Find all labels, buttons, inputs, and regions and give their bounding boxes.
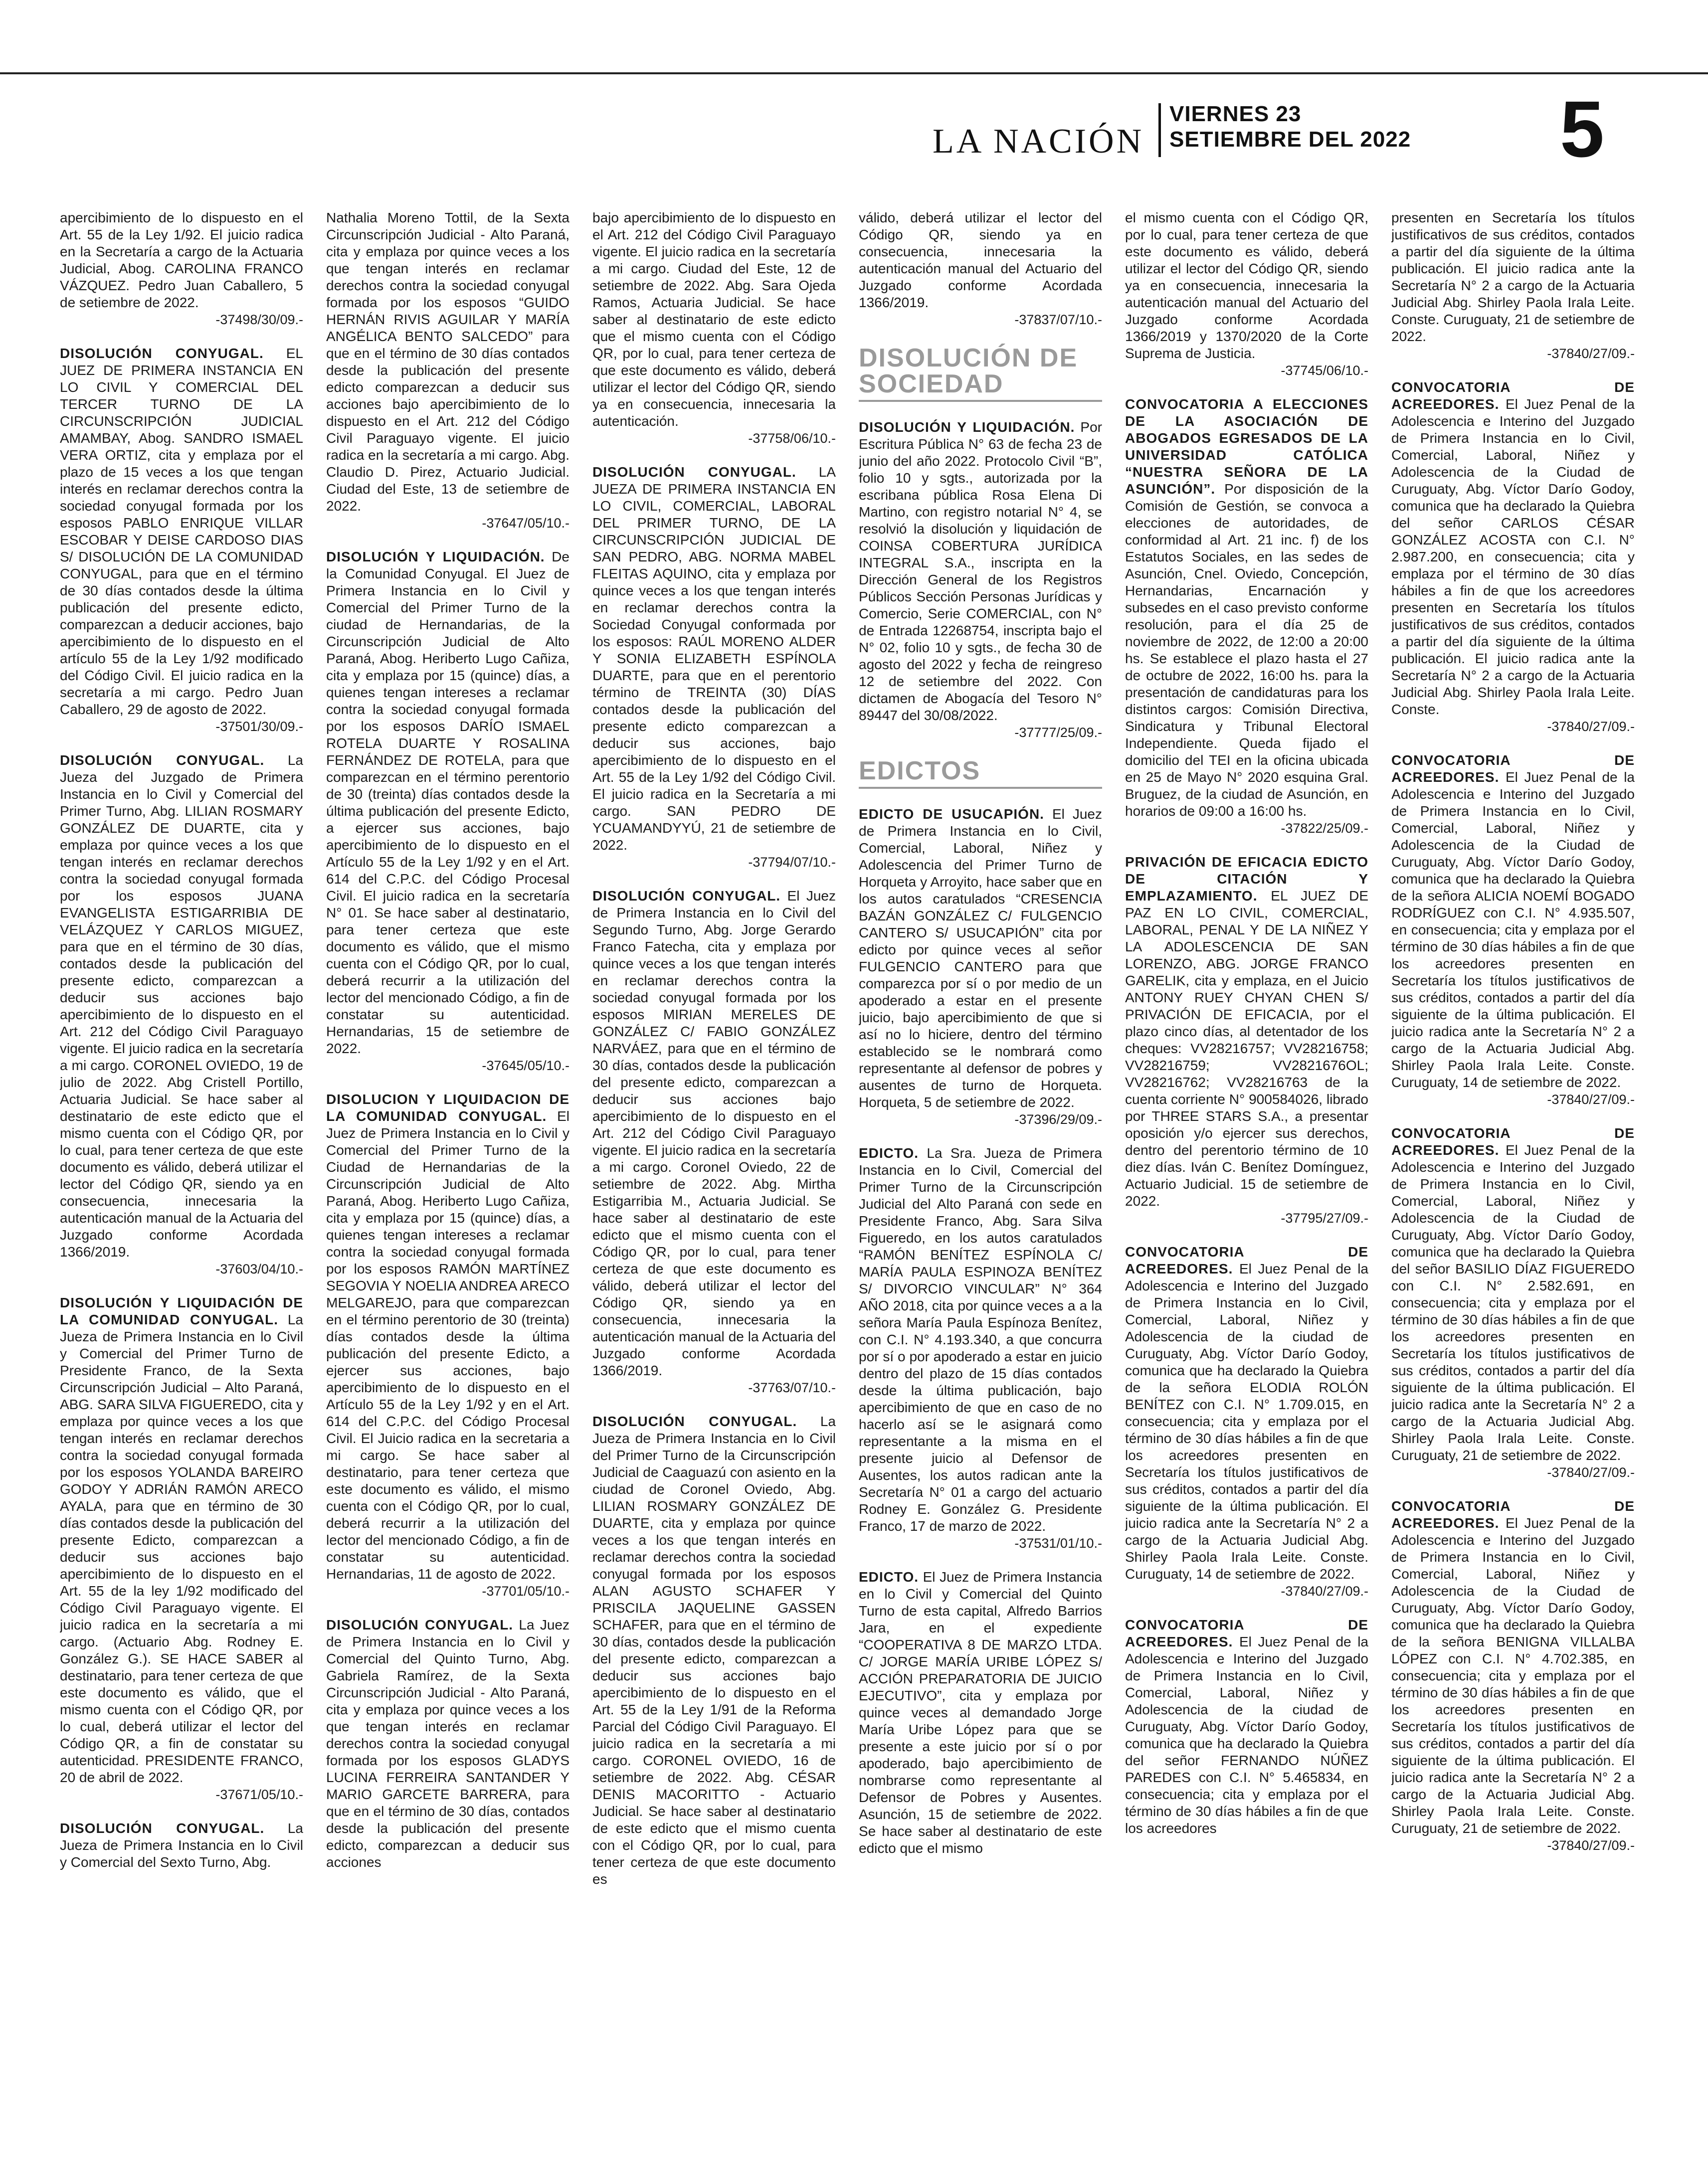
legal-notice (592, 209, 836, 447)
notice-heading: CONVOCATORIA DE ACREEDORES. (1391, 752, 1635, 785)
column-5 (1125, 209, 1368, 2154)
notice-reference: -37840/27/09.- (1547, 1838, 1635, 1853)
notice-heading: DISOLUCIÓN CONYUGAL. (60, 346, 264, 361)
legal-notice (1391, 1125, 1635, 1481)
column-1 (60, 209, 303, 2154)
notice-reference: -37777/25/09.- (1014, 725, 1102, 740)
notice-reference: -37840/27/09.- (1281, 1584, 1368, 1599)
notice-body: El Juez de Primera Instancia en lo Civil y Comercial del Primer Turno de la Ciudad de Hernandarias de la Circunscripción Judicial de Alto Paraná, Abog. Heriberto Lugo Cañiza, cita y emplaza por 15 (quince) días, a quienes tengan intereses a reclamar contra la sociedad conyugal formada por los esposos RAMÓN MARTÍNEZ SEGOVIA Y NOELIA ANDREA ARECO MELGAREJO, para que comparezcan en el término perentorio de 30 (treinta) días contados desde la última publicación del presente Edicto, a ejercer sus acciones, bajo apercibimiento de lo dispuesto en el Artículo 55 de la Ley 1/92 y en el Art. 614 del C.P.C. del Código Procesal Civil. El Juicio radica en la secretaria a mi cargo. Se hace saber al destinatario, para tener certeza que este documento es válido, el mismo cuenta con el Código QR, por lo cual, deberá recurrir a la utilización del lector del mencionado Código, a fin de constatar su autenticidad. Hernandarias, 11 de agosto de 2022. (326, 1108, 569, 1582)
notice-heading: CONVOCATORIA DE ACREEDORES. (1125, 1617, 1368, 1649)
legal-notice (592, 464, 836, 871)
notice-heading: CONVOCATORIA A ELECCIONES DE LA ASOCIACIÓN DE ABOGADOS EGRESADOS DE LA UNIVERSIDAD CATÓLICA “NUESTRA SEÑORA DE LA ASUNCIÓN”. (1125, 396, 1368, 497)
legal-notice (859, 419, 1102, 741)
notice-heading: EDICTO. (859, 1145, 919, 1161)
notice-body: Nathalia Moreno Tottil, de la Sexta Circunscripción Judicial - Alto Paraná, cita y emplaza por quince veces a los que tengan interés en reclamar derechos contra la sociedad conyugal formada por los esposos “GUIDO HERNÁN RIVIS AGUILAR Y MARÍA ANGÉLICA BENTO SALCEDO” para que en el término de 30 días contados desde la publicación del presente edicto comparezcan a deducir sus acciones bajo apercibimiento de lo dispuesto en el Art. 212 del Código Civil Paraguayo vigente. El juicio radica en la secretaría a mi cargo. Abg. Claudio D. Pirez, Actuario Judicial. Ciudad del Este, 13 de setiembre de 2022. (326, 210, 569, 514)
notice-heading: DISOLUCIÓN Y LIQUIDACIÓN DE LA COMUNIDAD CONYUGAL. (60, 1295, 303, 1327)
legal-notice (1391, 1498, 1635, 1854)
notice-body: La Jueza de Primera Instancia en lo Civil y Comercial del Primer Turno de Presidente Franco, de la Sexta Circunscripción Judicial – Alto Paraná, ABG. SARA SILVA FIGUEREDO, cita y emplaza por quince veces a los que tengan interés en reclamar derechos contra la sociedad conyugal formada por los esposos YOLANDA BAREIRO GODOY Y ADRIÁN RAMÓN ARECO AYALA, para que en término de 30 días contados desde la publicación del presente Edicto, comparezcan a deducir sus acciones bajo apercibimiento de lo dispuesto en el Art. 55 de la ley 1/92 modificado del Código Civil Paraguayo vigente. El juicio radica en la secretaría a mi cargo. (Actuario Abg. Rodney E. González G.). SE HACE SABER al destinatario, para tener certeza de que este documento es válido, que el mismo cuenta con el Código QR, por lo cual, deberá utilizar el lector del Código QR, a fin de constatar su autenticidad. PRESIDENTE FRANCO, 20 de abril de 2022. (60, 1312, 303, 1785)
notice-reference: -37840/27/09.- (1547, 1465, 1635, 1480)
notice-body: El Juez Penal de la Adolescencia e Interino del Juzgado de Primera Instancia en lo Civil, Comercial, Laboral, Niñez y Adolescencia de la Ciudad de Curuguaty, Abg. Víctor Darío Godoy, comunica que ha declarado la Quiebra del señor CARLOS CÉSAR GONZÁLEZ ACOSTA con C.I. N° 2.987.200, en consecuencia; cita y emplaza por el término de 30 días hábiles a fin de que los acreedores presenten en Secretaría los títulos justificativos de sus créditos, contados a partir del día siguiente de la última publicación. El juicio radica ante la Secretaría N° 2 a cargo de la Actuaria Judicial Abg. Shirley Paola Irala Leite. Conste. (1391, 396, 1635, 717)
notice-reference: -37501/30/09.- (215, 719, 303, 734)
notice-body: La Juez de Primera Instancia en lo Civil y Comercial del Quinto Turno, Abg. Gabriela Ramírez, de la Sexta Circunscripción Judicial - Alto Paraná, cita y emplaza por quince veces a los que tengan interés en reclamar derechos contra la sociedad conyugal formada por los esposos GLADYS LUCINA FERREIRA SANTANDER Y MARIO GARCETE BARRERA, para que en el término de 30 días, contados desde la publicación del presente edicto, comparezcan a deducir sus acciones (326, 1617, 569, 1870)
notice-reference: -37645/05/10.- (482, 1058, 569, 1073)
legal-notice (1125, 1244, 1368, 1600)
legal-notice (1125, 209, 1368, 379)
notice-body: La Jueza de Primera Instancia en lo Civil del Primer Turno de la Circunscripción Judicial de Caaguazú con asiento en la ciudad de Coronel Oviedo, Abg. LILIAN ROSMARY GONZÁLEZ DE DUARTE, cita y emplaza por quince veces a los que tengan interés en reclamar derechos contra la sociedad conyugal formada por los esposos ALAN AGUSTO SCHAFER Y PRISCILA JAQUELINE GASSEN SCHAFER, para que en el término de 30 días, contados desde la publicación del presente edicto, comparezcan a deducir sus acciones bajo apercibimiento de lo dispuesto en el Art. 55 de la Ley 1/91 de la Reforma Parcial del Código Civil Paraguayo. El juicio radica en la secretaría a mi cargo. CORONEL OVIEDO, 16 de setiembre de 2022. Abg. CÉSAR DENIS MACORITTO - Actuario Judicial. Se hace saber al destinatario de este edicto que el mismo cuenta con el Código QR, por lo cual, para tener certeza de que este documento es (592, 1414, 836, 1887)
notice-body: Por Escritura Pública N° 63 de fecha 23 de junio del año 2022. Protocolo Civil “B”, folio 10 y sgts., autorizada por la escribana pública Rosa Elena Di Martino, con registro notarial N° 4, se resolvió la disolución y liquidación de COINSA COBERTURA JURÍDICA INTEGRAL S.A., inscripta en la Dirección General de los Registros Públicos Sección Personas Jurídicas y Comercio, Serie COMERCIAL, con N° de Entrada 12268754, inscripta bajo el N° 02, folio 10 y sgts., de fecha 30 de agosto del 2022 y fecha de reingreso 12 de setiembre del 2022. Con dictamen de Abogacía del Tesoro N° 89447 del 30/08/2022. (859, 419, 1102, 723)
notice-body: El Juez Penal de la Adolescencia e Interino del Juzgado de Primera Instancia en lo Civil, Comercial, Laboral, Niñez y Adolescencia de la Ciudad de Curuguaty, Abg. Víctor Darío Godoy, comunica que ha declarado la Quiebra de la señora ALICIA NOEMÍ BOGADO RODRÍGUEZ con C.I. N° 4.935.507, en consecuencia; cita y emplaza por el término de 30 días hábiles a fin de que los acreedores presenten en Secretaría los títulos justificativos de sus créditos, contados a partir del día siguiente de la última publicación. El juicio radica ante la Secretaría N° 2 a cargo de la Actuaria Judicial Abg. Shirley Paola Irala Leite. Conste. Curuguaty, 14 de setiembre de 2022. (1391, 769, 1635, 1090)
notice-body: EL JUEZ DE PAZ EN LO CIVIL, COMERCIAL, LABORAL, PENAL Y DE LA NIÑEZ Y LA ADOLESCENCIA DE SAN LORENZO, ABG. JORGE FRANCO GARELIK, cita y emplaza, en el Juicio ANTONY RUEY CHYAN CHEN S/ PRIVACIÓN DE EFICACIA, por el plazo cinco días, al detentador de los cheques: VV28216757; VV28216758; VV28216759; VV2821676OL; VV28216762; VV28216763 de la cuenta corriente N° 900584026, librado por THREE STARS S.A., a presentar oposición y/o ejercer sus derechos, dentro del perentorio término de 10 diez días. Iván C. Benítez Domínguez, Actuario Judicial. 15 de setiembre de 2022. (1125, 888, 1368, 1209)
notice-reference: -37763/07/10.- (748, 1380, 836, 1395)
notice-reference: -37837/07/10.- (1014, 312, 1102, 327)
notice-body: El Juez Penal de la Adolescencia e Interino del Juzgado de Primera Instancia en lo Civil, Comercial, Laboral, Niñez y Adolescencia de la ciudad de Curuguaty, Abg. Víctor Darío Godoy, comunica que ha declarado la Quiebra del señor FERNANDO NÚÑEZ PAREDES con C.I. N° 5.465834, en consecuencia; cita y emplaza por el término de 30 días hábiles a fin de que los acreedores (1125, 1634, 1368, 1836)
notice-body: LA JUEZA DE PRIMERA INSTANCIA EN LO CIVIL, COMERCIAL, LABORAL DEL PRIMER TURNO, DE LA CIRCUNSCRIPCIÓN JUDICIAL DE SAN PEDRO, ABG. NORMA MABEL FLEITAS AQUINO, cita y emplaza por quince veces a los que tengan interés en reclamar derechos contra la Sociedad Conyugal conformada por los esposos: RAÚL MORENO ALDER Y SONIA ELIZABETH ESPÍNOLA DUARTE, para que en el perentorio término de TREINTA (30) DÍAS contados desde la publicación del presente edicto comparezcan a deducir sus acciones, bajo apercibimiento de lo dispuesto en el Art. 55 de la Ley 1/92 del Código Civil. El juicio radica en la Secretaría a mi cargo. SAN PEDRO DE YCUAMANDYYÚ, 21 de setiembre de 2022. (592, 464, 836, 853)
notice-reference: -37531/01/10.- (1014, 1536, 1102, 1551)
notice-heading: PRIVACIÓN DE EFICACIA EDICTO DE CITACIÓN Y EMPLAZAMIENTO. (1125, 854, 1368, 904)
notice-heading: DISOLUCIÓN CONYUGAL. (592, 1414, 797, 1429)
legal-notice (326, 1617, 569, 1871)
notice-body: bajo apercibimiento de lo dispuesto en el Art. 212 del Código Civil Paraguayo vigente. El juicio radica en la secretaría a mi cargo. Ciudad del Este, 12 de setiembre de 2022. Abg. Sara Ojeda Ramos, Actuaria Judicial. Se hace saber al destinatario de este edicto que el mismo cuenta con el Código QR, por lo cual, para tener certeza de que este documento es válido, deberá utilizar el lector del Código QR, siendo ya en consecuencia, innecesaria la autenticación. (592, 210, 836, 429)
legal-notice (1125, 1617, 1368, 1837)
notice-reference: -37758/06/10.- (748, 431, 836, 446)
legal-notice (859, 1569, 1102, 1857)
legal-notice (859, 209, 1102, 328)
notice-heading: DISOLUCIÓN CONYUGAL. (592, 888, 781, 904)
notice-heading: DISOLUCIÓN CONYUGAL. (326, 1617, 514, 1633)
notice-body: presenten en Secretaría los títulos justificativos de sus créditos, contados a partir del día siguiente de la última publicación. El juicio radica ante la Secretaría N° 2 a cargo de la Actuaria Judicial Abg. Shirley Paola Irala Leite. Conste. Curuguaty, 21 de setiembre de 2022. (1391, 210, 1635, 344)
notice-body: El Juez Penal de la Adolescencia e Interino del Juzgado de Primera Instancia en lo Civil, Comercial, Laboral, Niñez y Adolescencia de la ciudad de Curuguaty, Abg. Víctor Darío Godoy, comunica que ha declarado la Quiebra de la señora ELODIA ROLÓN BENÍTEZ con C.I. N° 1.709.015, en consecuencia; cita y emplaza por el término de 30 días hábiles a fin de que los acreedores presenten en Secretaría los títulos justificativos de sus créditos, contados a partir del día siguiente de la última publicación. El juicio radica ante la Secretaría N° 2 a cargo de la Actuaria Judicial Abg. Shirley Paola Irala Leite. Conste. Curuguaty, 14 de setiembre de 2022. (1125, 1261, 1368, 1582)
legal-notice (60, 752, 303, 1277)
legal-notice (1391, 379, 1635, 735)
notice-reference: -37840/27/09.- (1547, 719, 1635, 734)
notice-reference: -37603/04/10.- (215, 1262, 303, 1276)
notice-reference: -37701/05/10.- (482, 1584, 569, 1599)
column-6 (1391, 209, 1635, 2154)
notice-body: La Jueza del Juzgado de Primera Instancia en lo Civil y Comercial del Primer Turno, Abg. LILIAN ROSMARY GONZÁLEZ DE DUARTE, cita y emplaza por quince veces a los que tengan interés en reclamar derechos contra la sociedad conyugal formada por los esposos JUANA EVANGELISTA ESTIGARRIBIA DE VELÁZQUEZ Y CARLOS MIGUEZ, para que en el término de 30 días, contados desde la publicación del presente edicto, comparezcan a deducir sus acciones bajo apercibimiento de lo dispuesto en el Art. 212 del Código Civil Paraguayo vigente. El juicio radica en la secretaría a mi cargo. CORONEL OVIEDO, 19 de julio de 2022. Abg Cristell Portillo, Actuaria Judicial. Se hace saber al destinatario de este edicto que el mismo cuenta con el Código QR, por lo cual, para tener certeza de que este documento es válido, deberá utilizar el lector del Código QR, siendo ya en consecuencia, innecesaria la autenticación manual de la Actuaria del Juzgado conforme Acordada 1366/2019. (60, 752, 303, 1260)
notice-body: apercibimiento de lo dispuesto en el Art. 55 de la Ley 1/92. El juicio radica en la Secretaría a cargo de la Actuaria Judicial, Abog. CAROLINA FRANCO VÁZQUEZ. Pedro Juan Caballero, 5 de setiembre de 2022. (60, 210, 303, 310)
legal-notice (1391, 752, 1635, 1108)
notice-reference: -37671/05/10.- (215, 1787, 303, 1802)
column-4 (859, 209, 1102, 2154)
newspaper-logo: LA NACIÓN (933, 122, 1144, 161)
legal-notice (592, 1413, 836, 1888)
legal-notice (1125, 854, 1368, 1227)
notice-body: De la Comunidad Conyugal. El Juez de Primera Instancia en lo Civil y Comercial del Primer Turno de la ciudad de Hernandarias, de la Circunscripción Judicial de Alto Paraná, Abog. Heriberto Lugo Cañiza, cita y emplaza por 15 (quince) días, a quienes tengan intereses a reclamar contra la sociedad conyugal formada por los esposos DARÍO ISMAEL ROTELA DUARTE Y ROSALINA FERNÁNDEZ DE ROTELA, para que comparezcan en el término perentorio de 30 (treinta) días contados desde la última publicación del presente Edicto, a ejercer sus acciones, bajo apercibimiento de lo dispuesto en el Artículo 55 de la Ley 1/92 y en el Art. 614 del C.P.C. del Código Procesal Civil. El juicio radica en la secretaría N° 01. Se hace saber al destinatario, para tener certeza que este documento es válido, que el mismo cuenta con el Código QR, por lo cual, deberá recurrir a la utilización del lector del mencionado Código, a fin de constatar su autenticidad. Hernandarias, 15 de setiembre de 2022. (326, 549, 569, 1056)
notice-body: Por disposición de la Comisión de Gestión, se convoca a elecciones de autoridades, de conformidad al Art. 21 inc. f) de los Estatutos Sociales, en las sedes de Asunción, Cnel. Oviedo, Concepción, Hernandarias, Encarnación y subsedes en el caso previsto conforme resolución, para el día 25 de noviembre de 2022, de 12:00 a 20:00 hs. Se establece el plazo hasta el 27 de octubre de 2022, 16:00 hs. para la presentación de candidaturas para los distintos cargos: Comisión Directiva, Sindicatura y Tribunal Electoral Independiente. Queda fijado el domicilio del TEI en la oficina ubicada en 25 de Mayo N° 2020 esquina Gral. Bruguez, de la ciudad de Asunción, en horarios de 09:00 a 16:00 hs. (1125, 481, 1368, 819)
notice-body: La Sra. Jueza de Primera Instancia en lo Civil, Comercial del Primer Turno de la Circunscripción Judicial del Alto Paraná con sede en Presidente Franco, Abg. Sara Silva Figueredo, en los autos caratulados “RAMÓN BENÍTEZ ESPÍNOLA C/ MARÍA PAULA ESPINOZA BENÍTEZ S/ DIVORCIO VINCULAR” N° 364 AÑO 2018, cita por quince veces a a la señora María Paula Espínoza Benítez, con C.I. N° 4.193.340, a que concurra por sí o por apoderado a estar en juicio dentro del plazo de 15 días contados desde la última publicación, bajo apercibimiento de que en caso de no hacerlo así se le asignará como representante a la misma en el presente juicio al Defensor de Ausentes, los autos radican ante la Secretaría N° 01 a cargo del actuario Rodney E. González G. Presidente Franco, 17 de marzo de 2022. (859, 1145, 1102, 1534)
notice-heading: DISOLUCIÓN Y LIQUIDACIÓN. (859, 419, 1075, 435)
notice-heading: DISOLUCION Y LIQUIDACION DE LA COMUNIDAD CONYUGAL. (326, 1091, 569, 1124)
column-2 (326, 209, 569, 2154)
legal-notice (859, 806, 1102, 1128)
notice-reference: -37794/07/10.- (748, 855, 836, 870)
notice-heading: CONVOCATORIA DE ACREEDORES. (1391, 379, 1635, 412)
notice-heading: CONVOCATORIA DE ACREEDORES. (1391, 1498, 1635, 1531)
notice-body: válido, deberá utilizar el lector del Código QR, siendo ya en consecuencia, innecesaria la autenticación manual del Actuario del Juzgado conforme Acordada 1366/2019. (859, 210, 1102, 310)
notice-heading: CONVOCATORIA DE ACREEDORES. (1125, 1244, 1368, 1276)
notice-body: El Juez de Primera Instancia en lo Civil, Comercial, Laboral, Niñez y Adolescencia del Primer Turno de Horqueta y Arroyito, hace saber que en los autos caratulados “CRESENCIA BAZÁN GONZÁLEZ C/ FULGENCIO CANTERO S/ USUCAPIÓN” cita por edicto por quince veces al señor FULGENCIO CANTERO para que comparezca por sí o por medio de un apoderado a estar en el presente juicio, bajo apercibimiento de que si así no lo hiciere, dentro del término establecido se le nombrará como representante al defensor de pobres y ausentes de turno de Horqueta. Horqueta, 5 de setiembre de 2022. (859, 806, 1102, 1110)
section-heading: EDICTOS (859, 758, 1102, 789)
notice-body: el mismo cuenta con el Código QR, por lo cual, para tener certeza de que este documento es válido, deberá utilizar el lector del Código QR, siendo ya en consecuencia, innecesaria la autenticación manual del Actuario del Juzgado conforme Acordada 1366/2019 y 1370/2020 de la Corte Suprema de Justicia. (1125, 210, 1368, 361)
notice-body: El Juez Penal de la Adolescencia e Interino del Juzgado de Primera Instancia en lo Civil, Comercial, Laboral, Niñez y Adolescencia de la Ciudad de Curuguaty, Abg. Víctor Darío Godoy, comunica que ha declarado la Quiebra del señor BASILIO DÍAZ FIGUEREDO con C.I. N° 2.582.691, en consecuencia; cita y emplaza por el término de 30 días hábiles a fin de que los acreedores presenten en Secretaría los títulos justificativos de sus créditos, contados a partir del día siguiente de la última publicación. El juicio radica ante la Secretaría N° 2 a cargo de la Actuaria Judicial Abg. Shirley Paola Irala Leite. Conste. Curuguaty, 21 de setiembre de 2022. (1391, 1142, 1635, 1463)
legal-notice (1125, 396, 1368, 837)
notice-body: El Juez Penal de la Adolescencia e Interino del Juzgado de Primera Instancia en lo Civil, Comercial, Laboral, Niñez y Adolescencia de la Ciudad de Curuguaty, Abg. Víctor Darío Godoy, comunica que ha declarado la Quiebra de la señora BENIGNA VILLALBA LÓPEZ con C.I. N° 4.702.385, en consecuencia; cita y emplaza por el término de 30 días hábiles a fin de que los acreedores presenten en Secretaría los títulos justificativos de sus créditos, contados a partir del día siguiente de la última publicación. El juicio radica ante la Secretaría N° 2 a cargo de la Actuaria Judicial Abg. Shirley Paola Irala Leite. Conste. Curuguaty, 21 de setiembre de 2022. (1391, 1515, 1635, 1836)
notice-body: La Jueza de Primera Instancia en lo Civil y Comercial del Sexto Turno, Abg. (60, 1820, 303, 1870)
notice-heading: DISOLUCIÓN CONYUGAL. (60, 752, 265, 768)
notice-body: El Juez de Primera Instancia en lo Civil del Segundo Turno, Abg. Jorge Gerardo Franco Fatecha, cita y emplaza por quince veces a los que tengan interés en reclamar derechos contra la sociedad conyugal formada por los esposos MIRIAN MERELES DE GONZÁLEZ C/ FABIO GONZÁLEZ NARVÁEZ, para que en el término de 30 días, contados desde la publicación del presente edicto, comparezcan a deducir sus acciones bajo apercibimiento de lo dispuesto en el Art. 212 del Código Civil Paraguayo vigente. El juicio radica en la secretaría a mi cargo. Coronel Oviedo, 22 de setiembre de 2022. Abg. Mirtha Estigarribia M., Actuaria Judicial. Se hace saber al destinatario de este edicto que el mismo cuenta con el Código QR, por lo cual, para tener certeza de que este documento es válido, deberá utilizar el lector del Código QR, siendo ya en consecuencia, innecesaria la autenticación manual de la Actuaria del Juzgado conforme Acordada 1366/2019. (592, 888, 836, 1378)
notice-reference: -37745/06/10.- (1281, 363, 1368, 378)
notice-body: EL JUEZ DE PRIMERA INSTANCIA EN LO CIVIL Y COMERCIAL DEL TERCER TURNO DE LA CIRCUNSCRIPCIÓN JUDICIAL AMAMBAY, Abog. SANDRO ISMAEL VERA ORTIZ, cita y emplaza por el plazo de 15 veces a los que tengan interés en reclamar derechos contra la sociedad conyugal formada por los esposos PABLO ENRIQUE VILLAR ESCOBAR Y DEISE CARDOSO DIAS S/ DISOLUCIÓN DE LA COMUNIDAD CONYUGAL, para que en el término de 30 días contados desde la última publicación del presente edicto, comparezcan a deducir acciones, bajo apercibimiento de lo dispuesto en el artículo 55 de la Ley 1/92 modificado del Código Civil. El juicio radica en la secretaría a mi cargo. Pedro Juan Caballero, 29 de agosto de 2022. (60, 346, 303, 717)
issue-date-weekday: VIERNES 23 (1169, 102, 1302, 126)
legal-notice (326, 209, 569, 532)
notice-reference: -37396/29/09.- (1014, 1112, 1102, 1127)
notice-heading: EDICTO. (859, 1569, 919, 1585)
legal-notice (60, 345, 303, 735)
legal-notice (60, 1294, 303, 1803)
notice-reference: -37840/27/09.- (1547, 346, 1635, 361)
notice-reference: -37840/27/09.- (1547, 1092, 1635, 1107)
legal-notice (60, 209, 303, 328)
notice-reference: -37795/27/09.- (1281, 1211, 1368, 1226)
section-heading: DISOLUCIÓN DE SOCIEDAD (859, 345, 1102, 402)
notice-heading: DISOLUCIÓN CONYUGAL. (60, 1820, 265, 1836)
notice-heading: CONVOCATORIA DE ACREEDORES. (1391, 1125, 1635, 1158)
legal-notice (60, 1820, 303, 1871)
notice-reference: -37498/30/09.- (215, 312, 303, 327)
legal-notice (326, 548, 569, 1074)
legal-notice (1391, 209, 1635, 362)
notice-heading: DISOLUCIÓN Y LIQUIDACIÓN. (326, 549, 545, 564)
notice-reference: -37647/05/10.- (482, 516, 569, 531)
issue-date-month-year: SETIEMBRE DEL 2022 (1169, 127, 1411, 152)
notice-heading: DISOLUCIÓN CONYUGAL. (592, 464, 796, 480)
legal-notice (326, 1091, 569, 1600)
legal-notice (859, 1145, 1102, 1552)
notice-heading: EDICTO DE USUCAPIÓN. (859, 806, 1044, 822)
column-3 (592, 209, 836, 2154)
notice-body: El Juez de Primera Instancia en lo Civil y Comercial del Quinto Turno de esta capital, Alfredo Barrios Jara, en el expediente “COOPERATIVA 8 DE MARZO LTDA. C/ JORGE MARÍA URIBE LÓPEZ S/ ACCIÓN PREPARATORIA DE JUICIO EJECUTIVO”, cita y emplaza por quince veces al demandado Jorge María Uribe López para que se presente a este juicio por sí o por apoderado, bajo apercibimiento de nombrarse como representante al Defensor de Pobres y Ausentes. Asunción, 15 de setiembre de 2022. Se hace saber al destinatario de este edicto que el mismo (859, 1569, 1102, 1856)
legal-notice (592, 888, 836, 1396)
page-number: 5 (1560, 84, 1604, 174)
notice-reference: -37822/25/09.- (1281, 821, 1368, 836)
